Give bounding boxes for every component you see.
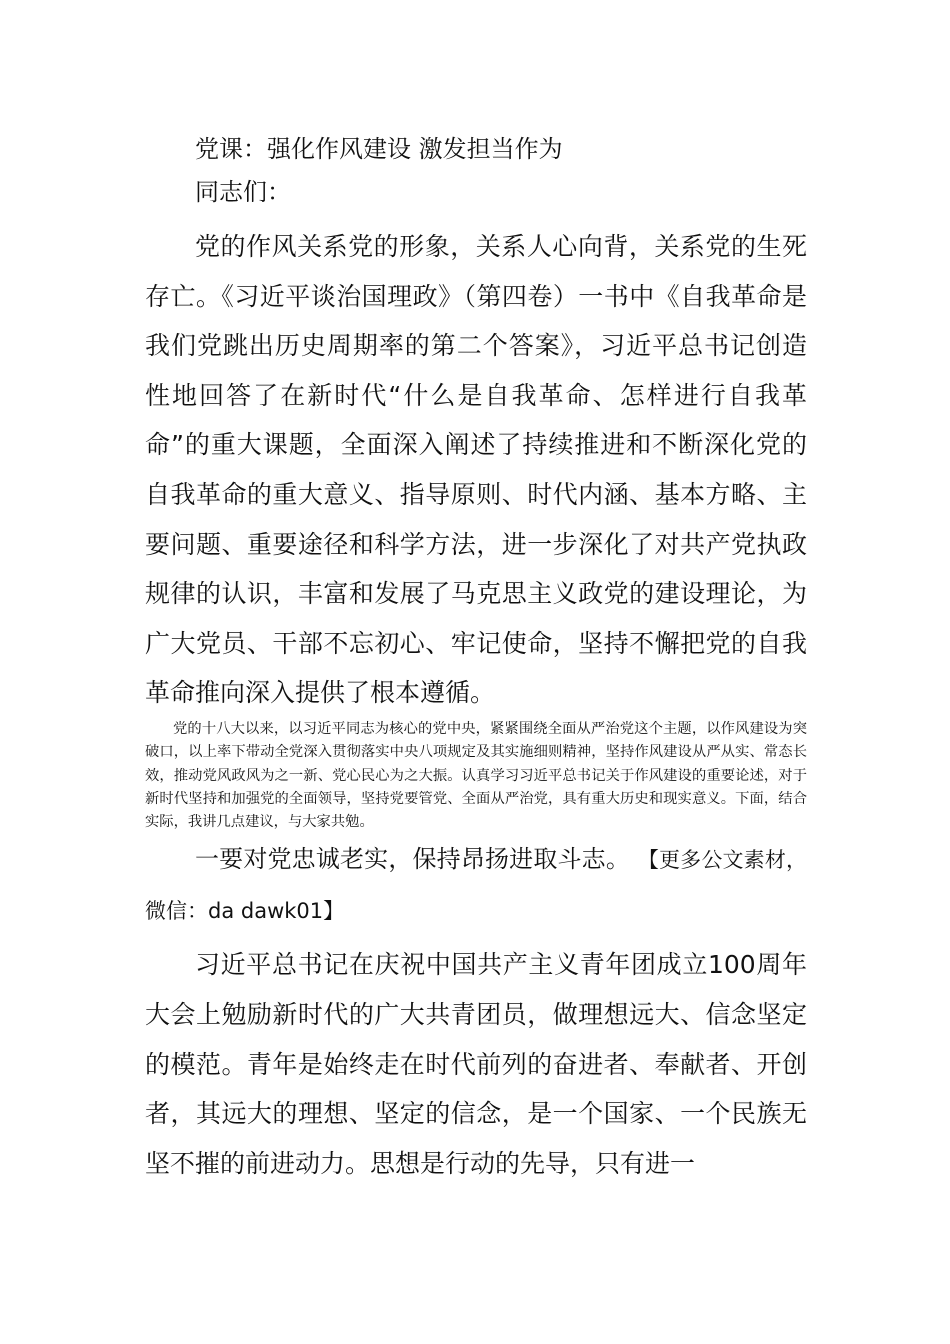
document-body [145, 128, 807, 1188]
salutation: 同志们： [195, 178, 291, 206]
intro-paragraph: 党的作风关系党的形象，关系人心向背，关系党的生死存亡。《习近平谈治国理政》（第四卷）一书中《自我革命是我们党跳出历史周期率的第二个答案》，习近平总书记创造性地回答了在新时代“什么是自我革命、怎样进行自我革命”的重大课题，全面深入阐述了持续推进和不断深化党的自我革命的重大意义、指导原则、时代内涵、基本方略、主要问题、重要途径和科学方法，进一步深化了对共产党执政规律的认识，丰富和发展了马克思主义政党的建设理论，为广大党员、干部不忘初心、牢记使命，坚持不懈把党的自我革命推向深入提供了根本遵循。 [145, 232, 807, 708]
context-paragraph: 党的十八大以来，以习近平同志为核心的党中央，紧紧围绕全面从严治党这个主题，以作风建设为突破口，以上率下带动全党深入贯彻落实中央八项规定及其实施细则精神，坚持作风建设从严从实、常态长效，推动党风政风为之一新、党心民心为之大振。认真学习习近平总书记关于作风建设的重要论述，对于新时代坚持和加强党的全面领导，坚持党要管党、全面从严治党，具有重大历史和现实意义。下面，结合实际，我讲几点建议，与大家共勉。 [145, 720, 807, 831]
point-one-heading: 一要对党忠诚老实，保持昂扬进取斗志。 [195, 845, 631, 874]
document-title: 党课：强化作风建设 激发担当作为 [195, 135, 563, 163]
point-one-note: 【更多公文素材，微信：da dawk01】 [145, 848, 808, 924]
point-one-body: 习近平总书记在庆祝中国共产主义青年团成立100周年大会上勉励新时代的广大共青团员，做理想远大、信念坚定的模范。青年是始终走在时代前列的奋进者、奉献者、开创者，其远大的理想、坚定的信念，是一个国家、一个民族无坚不摧的前进动力。思想是行动的先导，只有进一 [145, 950, 807, 1178]
point-one-heading-line [145, 834, 807, 936]
